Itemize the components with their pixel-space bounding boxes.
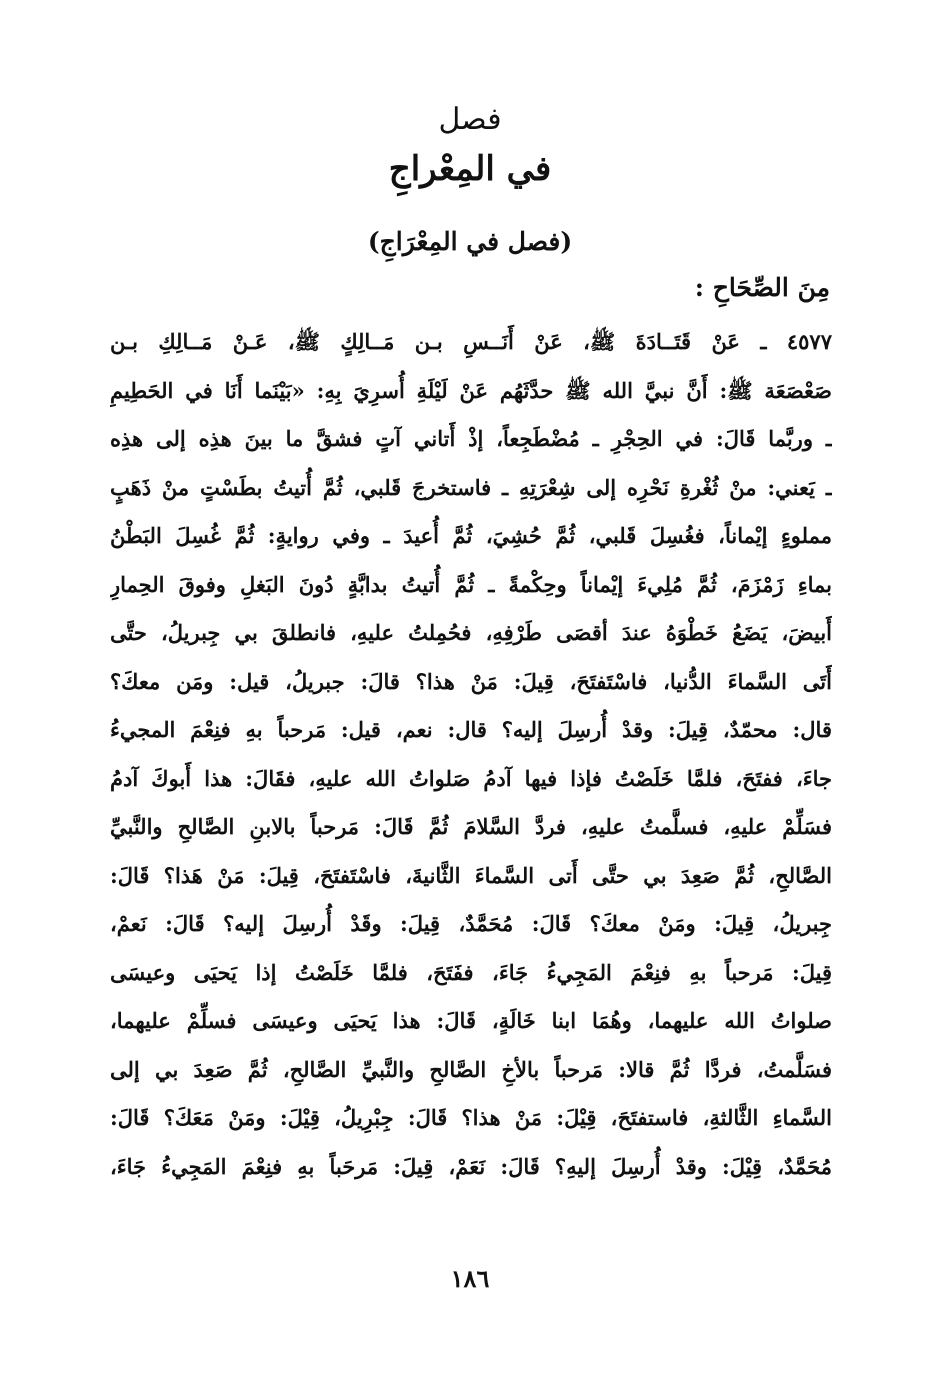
section-subheading: (فصل في المِعْرَاجِ) [367,227,573,256]
text-line: قال: محمّدٌ، قِيلَ: وقدْ أُرسِلَ إليه؟ قال: نعم، قيل: مَرحباً بهِ فنِعْمَ المجيءُ [110,717,832,742]
text-line: ٤٥٧٧ ـ عَنْ قَتَــادَةَ ﷺ، عَنْ أَنَــسِ بـن مَــالِكٍ ﷺ، عَـنْ مَــالِكِ بـن [110,329,832,354]
chapter-title: في المِعْراجِ [388,149,552,189]
text-line: ـ يَعني: منْ ثُغْرةِ نَحْرِه إلى شِعْرَتِهِ ـ فاستخرجَ قَلبي، ثُمَّ أُتيتُ بطَسْتٍ منْ ذَهَبٍ [110,474,832,500]
text-line: فسَلِّمْ عليهِ، فسلَّمتُ عليهِ، فردَّ السَّلامَ ثُمَّ قَالَ: مَرحباً بالابنِ الصَّالحِ والنَّبيِّ [110,814,832,839]
hadith-body [110,318,832,1191]
page-number: ١٨٦ [450,1264,490,1293]
text-line: قِيلَ: مَرحباً بهِ فنِعْمَ المَجِيءُ جَاءَ، ففَتَحَ، فلمَّا خَلَصْتُ إذا يَحيَى وعيسَى [110,959,832,985]
text-line: السَّماءِ الثَّالثةِ، فاستفتَحَ، قِيْلَ: مَنْ هذا؟ قَالَ: جِبْرِيلُ، قِيْلَ: ومَنْ مَعَكَ؟ قَالَ: [110,1105,832,1130]
text-line: صلواتُ الله عليهما، وهُمَا ابنا خَالَةٍ، قَالَ: هذا يَحيَى وعيسَى فسلِّمْ عليهما، [110,1008,832,1033]
chapter-label: فصل [438,102,502,137]
text-line: جِبريلُ، قِيلَ: ومَنْ معكَ؟ قَالَ: مُحَمَّدٌ، قِيلَ: وقَدْ أُرسِلَ إليه؟ قَالَ: نَعمْ، [110,911,832,936]
text-line: فسَلَّمتُ، فردَّا ثُمَّ قالا: مَرحباً بالأخِ الصَّالحِ والنَّبيِّ الصَّالحِ، ثُمَّ صَعِدَ بي إلى [110,1056,832,1082]
text-line: أَبيضَ، يَضَعُ خَطْوَهُ عندَ أقصَى طَرْفِهِ، فحُمِلتُ عليهِ، فانطلقَ بي جِبريلُ، حتَّى [110,620,832,645]
text-line: جاءَ، ففتَحَ، فلمَّا خَلَصْتُ فإذا فيها آدمُ صَلواتُ الله عليهِ، فقَالَ: هذا أَبوكَ آدمُ [110,765,832,791]
text-line: مُحَمَّدٌ، قِيْلَ: وقدْ أُرسِلَ إليهِ؟ قَالَ: نَعَمْ، قِيلَ: مَرحَباً بهِ فنِعْمَ المَجِيءُ جَاءَ، [110,1153,832,1179]
text-line: ـ وربَّما قَالَ: في الحِجْرِ ـ مُضْطَجِعاً، إذْ أَتاني آتٍ فشقَّ ما بينَ هذِه إلى هذِه [110,426,832,451]
text-line: بماءِ زَمْزَمَ، ثُمَّ مُلِيءَ إيْماناً وحِكْمةً ـ ثُمَّ أُتيتُ بدابَّةٍ دُونَ البَغلِ وفوقَ الحِمارِ [110,571,832,597]
text-line: الصَّالحِ، ثُمَّ صَعِدَ بي حتَّى أَتى السَّماءَ الثَّانيةَ، فاسْتَفتَحَ، قِيلَ: مَنْ هَذا؟ قَالَ: [110,862,832,888]
section-label: مِنَ الصِّحَاحِ : [694,273,830,302]
text-line: صَعْصَعَة ﷺ: أَنَّ نبيَّ الله ﷺ حدَّثَهُم عَنْ لَيْلَةِ أُسرِيَ بِهِ: «بَيْنَما أَنَا في الحَطِيمِ [110,377,832,403]
text-line: مملوءٍ إيْماناً، فغُسِلَ قَلبي، ثُمَّ حُشِيَ، ثُمَّ أُعيدَ ـ وفي روايةٍ: ثُمَّ غُسِلَ البَطْنُ [110,523,832,548]
text-line: أَتَى السَّماءَ الدُّنيا، فاسْتَفتَحَ، قِيلَ: مَنْ هذا؟ قالَ: جبريلُ، قيل: ومَن معكَ؟ [110,668,832,694]
